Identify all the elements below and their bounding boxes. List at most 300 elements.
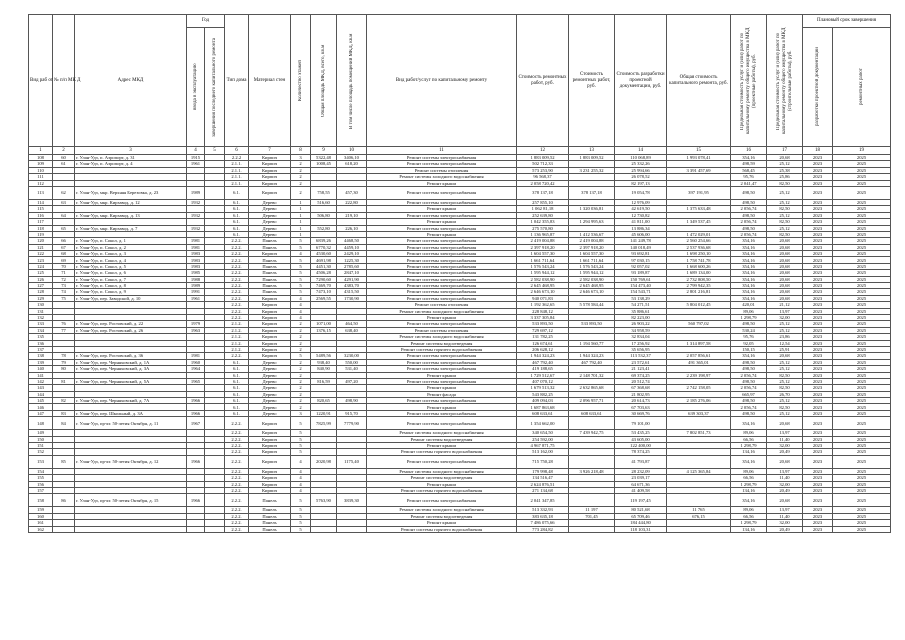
house-type-cell: 6.1. [225,410,249,416]
limit-construction-cell: 32,00 [767,481,803,487]
works-deadline-cell: 2025 [833,391,891,397]
design-cost-cell: 41 811,00 [615,219,667,225]
wall-material-cell: Панель [249,289,291,295]
work-kind-cell: Ремонт системы электроснабжения [367,378,517,384]
repair-cost-total-cell: 1 595 944,12 [569,270,615,276]
work-type-cell: 134 [29,327,53,333]
overall-cost-cell: 7 802 851,73 [667,430,731,436]
design-cost-cell: 184 444,80 [615,520,667,526]
column-number: 17 [767,147,803,155]
works-deadline-cell: 2025 [833,174,891,180]
floors-cell: 2 [291,366,311,372]
limit-construction-cell: 82,50 [767,180,803,186]
repair-cost-total-cell: 7 439 942,75 [569,430,615,436]
limit-construction-cell: 20,49 [767,487,803,493]
repair-cost-cell: 126 674,61 [517,340,569,346]
column-number: 6 [225,147,249,155]
address-cell: г. Улан-Удэ, мкр. Кирзавод, д. 13 [75,212,187,218]
header-works-deadline: ремонтных работ [833,28,891,147]
design-deadline-cell: 2023 [803,366,833,372]
overall-cost-cell: 1 668 600,26 [667,263,731,269]
repair-cost-total-cell [569,494,615,507]
repair-cost-total-cell: 2 646 673,10 [569,289,615,295]
wall-material-cell: Панель [249,526,291,532]
overall-cost-cell [667,417,731,430]
repair-cost-total-cell: 467 792,40 [569,359,615,365]
repair-cost-cell: 271 134,68 [517,487,569,493]
commissioning-year-cell: 1981 [187,353,205,359]
design-cost-cell: 32 834,04 [615,334,667,340]
works-deadline-cell: 2025 [833,372,891,378]
work-type-cell: 145 [29,398,53,404]
floors-cell: 4 [291,455,311,468]
house-type-cell: 2.2.2. [225,513,249,519]
house-type-cell: 6.1. [225,359,249,365]
limit-design-cell: 2 056,74 [731,385,767,391]
work-type-cell: 159 [29,507,53,513]
works-deadline-cell: 2025 [833,225,891,231]
mkd-number-cell: 63 [53,199,75,205]
wall-material-cell: Кирпич [249,155,291,161]
limit-construction-cell: 82,50 [767,372,803,378]
limit-design-cell: 354,16 [731,244,767,250]
works-deadline-cell: 2025 [833,308,891,314]
premises-area-cell: 2785,60 [337,263,367,269]
total-area-cell: 5763,90 [311,494,337,507]
wall-material-cell: Кирпич [249,443,291,449]
design-deadline-cell: 2023 [803,321,833,327]
repair-cost-cell: 513 162,00 [517,449,569,455]
header-limit-design: Предельная стоимость услуг и (или) работ по капитальному ремонту общего имущества в МКД (проектные работы), руб. [731,15,767,147]
limit-construction-cell: 20,68 [767,455,803,468]
design-deadline-cell: 2023 [803,378,833,384]
limit-construction-cell: 13,97 [767,430,803,436]
column-number: 19 [833,147,891,155]
design-deadline-cell: 2023 [803,353,833,359]
floors-cell: 5 [291,283,311,289]
house-type-cell: 2.2.2. [225,443,249,449]
premises-area-cell: 3406,10 [337,155,367,161]
overall-cost-cell: 2 537 936,68 [667,244,731,250]
design-cost-cell: 122 400,00 [615,443,667,449]
house-type-cell: 2.2.2 [225,155,249,161]
work-type-cell: 155 [29,475,53,481]
total-area-cell: 1071,00 [311,321,337,327]
commissioning-year-cell: 1960 [187,359,205,365]
premises-area-cell: 3230,00 [337,353,367,359]
limit-design-cell: 498,59 [731,161,767,167]
limit-design-cell: 66,56 [731,475,767,481]
work-type-cell: 120 [29,238,53,244]
work-kind-cell: Ремонт крыши [367,231,517,237]
commissioning-year-cell: 1989 [187,186,205,199]
work-type-cell: 124 [29,263,53,269]
mkd-number-cell: 66 [53,238,75,244]
commissioning-year-cell: 1983 [187,263,205,269]
column-number: 11 [367,147,517,155]
house-type-cell: 2.2.2. [225,417,249,430]
floors-cell: 2 [291,391,311,397]
header-wall-material: Материал стен [249,15,291,147]
wall-material-cell: Кирпич [249,449,291,455]
wall-material-cell: Панель [249,494,291,507]
design-deadline-cell: 2023 [803,443,833,449]
commissioning-year-cell: 1966 [187,455,205,468]
limit-design-cell: 498,50 [731,212,767,218]
floors-cell: 4 [291,302,311,308]
design-cost-cell: 54 271,51 [615,302,667,308]
limit-design-cell: 354,16 [731,455,767,468]
total-area-cell: 5489,56 [311,353,337,359]
commissioning-year-cell: 1983 [187,251,205,257]
commissioning-year-cell: 1989 [187,283,205,289]
overall-cost-cell: 639 303,37 [667,410,731,416]
limit-design-cell: 498,50 [731,359,767,365]
house-type-cell: 2.2.2. [225,295,249,301]
total-area-cell: 816,59 [311,378,337,384]
design-deadline-cell: 2023 [803,327,833,333]
work-kind-cell: Ремонт системы водоотведения [367,340,517,346]
floors-cell: 2 [291,346,311,352]
work-kind-cell: Ремонт системы водоотведения [367,513,517,519]
work-type-cell: 148 [29,417,53,430]
commissioning-year-cell: 1915 [187,155,205,161]
limit-design-cell: 354,16 [731,155,767,161]
repair-cost-cell: 378 137,18 [517,186,569,199]
limit-design-cell: 354,16 [731,238,767,244]
work-type-cell: 140 [29,366,53,372]
works-deadline-cell: 2025 [833,494,891,507]
design-deadline-cell: 2023 [803,359,833,365]
mkd-number-cell: 74 [53,289,75,295]
limit-design-cell: 2 041,47 [731,180,767,186]
last-repair-year-cell [205,455,225,468]
total-area-cell: 7825,99 [311,417,337,430]
limit-construction-cell: 21,12 [767,302,803,308]
limit-design-cell: 568,45 [731,167,767,173]
floors-cell: 5 [291,494,311,507]
address-cell: г. Улан-Удэ, п. Аэропорт, д. 31 [75,155,187,161]
limit-construction-cell: 82,50 [767,385,803,391]
repair-cost-cell: 1 729 512,67 [517,372,569,378]
work-kind-cell: Ремонт системы электроснабжения [367,155,517,161]
column-number: 14 [615,147,667,155]
limit-construction-cell: 13,97 [767,507,803,513]
floors-cell: 1 [291,212,311,218]
design-cost-cell: 141 249,78 [615,238,667,244]
house-type-cell: 6.1. [225,231,249,237]
work-kind-cell: Ремонт крыши [367,219,517,225]
house-type-cell: 2.2.2. [225,283,249,289]
premises-area-cell: 1730,90 [337,295,367,301]
wall-material-cell: Кирпич [249,475,291,481]
repair-cost-cell: 409 094,03 [517,398,569,404]
works-deadline-cell: 2025 [833,346,891,352]
wall-material-cell: Панель [249,283,291,289]
wall-material-cell: Дерево [249,410,291,416]
design-deadline-cell: 2023 [803,295,833,301]
work-kind-cell: Ремонт системы холодного водоснабжения [367,430,517,436]
work-type-cell: 131 [29,308,53,314]
premises-area-cell: 498,90 [337,398,367,404]
repair-cost-cell: 3 337 305,84 [517,314,569,320]
wall-material-cell: Кирпич [249,174,291,180]
repair-cost-total-cell: 2 096 957,71 [569,398,615,404]
overall-cost-cell: 11 765 [667,507,731,513]
work-type-cell: 138 [29,353,53,359]
limit-construction-cell: 26,70 [767,391,803,397]
premises-area-cell: 4383,70 [337,283,367,289]
wall-material-cell: Кирпич [249,314,291,320]
design-deadline-cell: 2023 [803,308,833,314]
table-row [29,494,891,507]
repair-cost-cell: 773 284,82 [517,526,569,532]
header-repair-cost: Стоимость ремонтных работ, руб. [517,15,569,147]
work-kind-cell: Ремонт крыши [367,385,517,391]
design-cost-cell: 28 232,09 [615,468,667,474]
overall-cost-cell: 3 391 457,69 [667,167,731,173]
floors-cell: 2 [291,327,311,333]
address-cell: г. Улан-Удэ, пр-кт. 50-летия Октября, д. 15 [75,494,187,507]
house-type-cell: 2.2.2. [225,314,249,320]
works-deadline-cell: 2025 [833,251,891,257]
wall-material-cell: Кирпич [249,327,291,333]
repair-cost-total-cell [569,455,615,468]
design-cost-cell: 23 039,17 [615,475,667,481]
limit-design-cell: 2 056,74 [731,231,767,237]
commissioning-year-cell [187,526,205,532]
wall-material-cell: Дерево [249,206,291,212]
design-deadline-cell: 2023 [803,507,833,513]
commissioning-year-cell: 1981 [187,238,205,244]
limit-construction-cell: 20,68 [767,417,803,430]
overall-cost-cell: 5 804 012,45 [667,302,731,308]
works-deadline-cell: 2025 [833,180,891,186]
design-cost-cell: 82 223,00 [615,314,667,320]
address-cell: г. Улан-Удэ, п. Сокол, д. 7 [75,276,187,282]
repair-cost-cell: 1 062 81,18 [517,206,569,212]
address-cell: г. Улан-Удэ, мкр. Кирзавод, д. 7 [75,225,187,231]
house-type-cell: 6.1. [225,385,249,391]
floors-cell: 2 [291,378,311,384]
repair-cost-cell: 1 042 355,83 [517,219,569,225]
overall-cost-cell: 2 732 808,50 [667,276,731,282]
total-area-cell: 516,60 [311,199,337,205]
commissioning-year-cell: 1985 [187,270,205,276]
design-cost-cell: 12 976,09 [615,199,667,205]
repair-cost-total-cell: 2 419 004,88 [569,238,615,244]
design-deadline-cell: 2023 [803,199,833,205]
design-deadline-cell: 2023 [803,180,833,186]
house-type-cell: 2.2.2. [225,270,249,276]
limit-construction-cell: 20,68 [767,289,803,295]
total-area-cell: 7473,10 [311,289,337,295]
work-type-cell: 126 [29,276,53,282]
mkd-number-cell: 80 [53,366,75,372]
mkd-number-cell: 79 [53,359,75,365]
work-type-cell: 112 [29,180,53,186]
mkd-number-cell: 85 [53,455,75,468]
address-cell: г. Улан-Удэ, пер. Ростовский, д. 26 [75,327,187,333]
design-cost-cell: 26 078,52 [615,174,667,180]
floors-cell: 5 [291,238,311,244]
premises-area-cell: 531,40 [337,366,367,372]
work-type-cell: 151 [29,443,53,449]
wall-material-cell: Кирпич [249,186,291,199]
repair-cost-cell: 252 639,80 [517,212,569,218]
work-kind-cell: Ремонт системы электроснабжения [367,244,517,250]
design-deadline-cell: 2023 [803,340,833,346]
repair-cost-total-cell: 3 926 218,48 [569,468,615,474]
limit-design-cell: 2 056,74 [731,219,767,225]
floors-cell: 2 [291,359,311,365]
limit-construction-cell: 20,68 [767,270,803,276]
floors-cell: 1 [291,199,311,205]
design-deadline-cell: 2023 [803,526,833,532]
works-deadline-cell: 2025 [833,436,891,442]
work-kind-cell: Ремонт системы холодного водоснабжения [367,468,517,474]
wall-material-cell: Кирпич [249,481,291,487]
floors-cell: 5 [291,443,311,449]
work-kind-cell: Ремонт системы электроснабжения [367,289,517,295]
work-type-cell: 144 [29,391,53,397]
works-deadline-cell: 2025 [833,334,891,340]
premises-area-cell: 464,50 [337,321,367,327]
overall-cost-cell: 1 472 029,01 [667,231,731,237]
limit-construction-cell: 25,38 [767,167,803,173]
wall-material-cell: Кирпич [249,468,291,474]
column-number: 7 [249,147,291,155]
floors-cell: 1 [291,225,311,231]
work-kind-cell: Ремонт крыши [367,404,517,410]
mkd-number-cell: 84 [53,417,75,430]
header-floors: Количество этажей [291,15,311,147]
design-cost-cell: 26 903,22 [615,321,667,327]
works-deadline-cell: 2025 [833,244,891,250]
repair-cost-cell: 533 893,50 [517,321,569,327]
work-type-cell: 133 [29,321,53,327]
works-deadline-cell: 2025 [833,302,891,308]
work-type-cell: 142 [29,378,53,384]
premises-area-cell: 497,20 [337,378,367,384]
design-deadline-cell: 2023 [803,167,833,173]
last-repair-year-cell [205,186,225,199]
repair-cost-total-cell: 1 883 009,52 [569,155,615,161]
works-deadline-cell: 2025 [833,186,891,199]
limit-design-cell: 354,16 [731,353,767,359]
overall-cost-cell [667,526,731,532]
design-cost-cell: 67 368,68 [615,385,667,391]
design-cost-cell: 23 572,61 [615,359,667,365]
work-type-cell: 146 [29,404,53,410]
design-cost-cell: 45 606,00 [615,231,667,237]
work-kind-cell: Ремонт системы отопления [367,302,517,308]
commissioning-year-cell: 1932 [187,212,205,218]
wall-material-cell: Дерево [249,366,291,372]
repair-cost-cell: 131 782,25 [517,334,569,340]
wall-material-cell: Дерево [249,231,291,237]
floors-cell: 5 [291,430,311,436]
design-deadline-cell: 2023 [803,212,833,218]
wall-material-cell: Дерево [249,219,291,225]
work-kind-cell: Ремонт системы горячего водоснабжения [367,487,517,493]
design-deadline-cell: 2023 [803,398,833,404]
wall-material-cell: Кирпич [249,167,291,173]
limit-design-cell: 1 298,79 [731,520,767,526]
works-deadline-cell: 2025 [833,289,891,295]
work-type-cell: 156 [29,481,53,487]
limit-construction-cell: 23,86 [767,334,803,340]
wall-material-cell: Дерево [249,385,291,391]
work-kind-cell: Ремонт системы электроснабжения [367,359,517,365]
house-type-cell: 2.2.2. [225,468,249,474]
repair-cost-total-cell: 1 294 995,63 [569,219,615,225]
limit-construction-cell: 25,12 [767,359,803,365]
total-area-cell: 840,90 [311,366,337,372]
work-type-cell: 119 [29,231,53,237]
mkd-number-cell: 83 [53,410,75,416]
overall-cost-cell: 2 799 942,35 [667,283,731,289]
works-deadline-cell: 2025 [833,378,891,384]
repair-cost-total-cell: 1 944 324,23 [569,353,615,359]
works-deadline-cell: 2025 [833,443,891,449]
column-number: 18 [803,147,833,155]
work-type-cell: 116 [29,212,53,218]
work-type-cell: 122 [29,251,53,257]
work-kind-cell: Ремонт системы электроснабжения [367,353,517,359]
limit-construction-cell: 13,97 [767,468,803,474]
limit-construction-cell: 32,00 [767,443,803,449]
mkd-number-cell: 76 [53,321,75,327]
mkd-number-cell: 67 [53,244,75,250]
address-cell: г. Улан-Удэ, мкр. Кирзавод, д. 12 [75,199,187,205]
house-type-cell: 2.1.1. [225,174,249,180]
address-cell: г. Улан-Удэ, п. Сокол, д. 1 [75,238,187,244]
design-cost-cell: 20 614,73 [615,398,667,404]
limit-design-cell: 354,16 [731,283,767,289]
floors-cell: 5 [291,353,311,359]
design-deadline-cell: 2023 [803,468,833,474]
floors-cell: 2 [291,334,311,340]
design-cost-cell: 43 605,00 [615,436,667,442]
limit-construction-cell: 20,68 [767,251,803,257]
repair-cost-cell: 1 661 711,64 [517,257,569,263]
limit-design-cell: 134,16 [731,449,767,455]
design-deadline-cell: 2023 [803,455,833,468]
works-deadline-cell: 2025 [833,475,891,481]
repair-cost-cell: 254 592,00 [517,436,569,442]
work-kind-cell: Ремонт системы электроснабжения [367,321,517,327]
limit-construction-cell: 25,12 [767,410,803,416]
design-deadline-cell: 2023 [803,436,833,442]
design-deadline-cell: 2023 [803,155,833,161]
limit-construction-cell: 20,49 [767,526,803,532]
limit-construction-cell: 25,12 [767,398,803,404]
floors-cell: 4 [291,475,311,481]
limit-design-cell: 66,56 [731,513,767,519]
premises-area-cell: 1175,40 [337,455,367,468]
works-deadline-cell: 2025 [833,206,891,212]
house-type-cell: 2.2.2. [225,481,249,487]
repair-cost-cell: 4 967 871,75 [517,443,569,449]
wall-material-cell: Кирпич [249,455,291,468]
limit-construction-cell: 20,68 [767,155,803,161]
design-cost-cell: 64 671,36 [615,481,667,487]
work-kind-cell: Ремонт системы электроснабжения [367,212,517,218]
repair-cost-total-cell: 3 231 255,32 [569,167,615,173]
limit-design-cell: 89,06 [731,507,767,513]
repair-cost-cell: 2 646 673,10 [517,289,569,295]
